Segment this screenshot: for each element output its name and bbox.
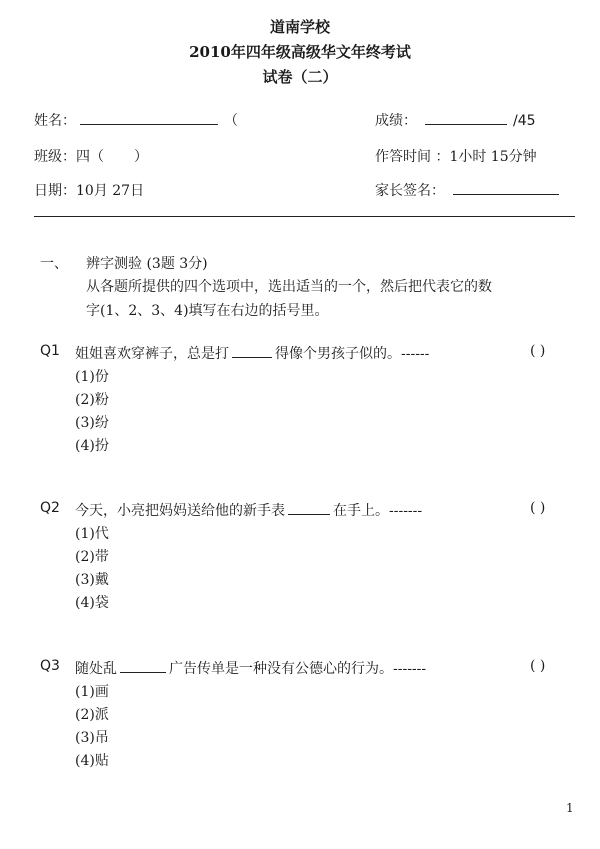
name-label: 姓名： (34, 113, 76, 129)
question-text-before: 姐姐喜欢穿裤子，总是打 (75, 346, 229, 362)
question-text-after: 得像个男孩子似的。------ (275, 346, 430, 362)
time-info: 作答时间 ：1小时 15分钟 (375, 149, 537, 165)
question-text (75, 343, 429, 363)
name-blank[interactable] (80, 112, 218, 125)
class-label: 班级：四（ (34, 149, 104, 165)
sign-label: 家长签名： (375, 183, 445, 199)
section-title: 辨字测验 (3题 3分) (86, 256, 208, 272)
option: (1)份 (75, 369, 109, 385)
section-number: 一、 (40, 256, 68, 272)
answer-parentheses[interactable]: ( ) (530, 658, 546, 674)
page-number: 1 (566, 801, 574, 815)
option: (1)代 (75, 526, 109, 542)
score-blank[interactable] (425, 112, 507, 125)
question-number: Q3 (40, 658, 60, 674)
option: (4)贴 (75, 753, 109, 769)
score-field (375, 110, 536, 130)
question-text (75, 658, 426, 678)
option: (2)派 (75, 707, 109, 723)
question-number: Q2 (40, 500, 60, 516)
option: (3)吊 (75, 730, 109, 746)
header-divider (34, 216, 575, 217)
answer-parentheses[interactable]: ( ) (530, 343, 546, 359)
question-blank[interactable] (232, 345, 272, 358)
question-number: Q1 (40, 343, 60, 359)
score-total: /45 (513, 113, 536, 129)
option: (1)画 (75, 684, 109, 700)
question-text (75, 500, 422, 520)
section-instruction-1: 从各题所提供的四个选项中，选出适当的一个，然后把代表它的数 (86, 279, 492, 295)
question-text-before: 今天，小亮把妈妈送给他的新手表 (75, 503, 285, 519)
option: (2)粉 (75, 392, 109, 408)
score-label: 成绩： (375, 113, 417, 129)
question-text-after: 在手上。------- (333, 503, 423, 519)
option: (4)袋 (75, 595, 109, 611)
exam-title: 2010年四年级高级华文年终考试 (189, 43, 411, 61)
school-name: 道南学校 (269, 18, 330, 36)
sign-blank[interactable] (453, 182, 559, 195)
section-instruction-2: 字(1、2、3、4)填写在右边的括号里。 (86, 303, 329, 319)
name-paren: （ (224, 113, 238, 129)
class-field (34, 146, 148, 166)
date-info: 日期：10月 27日 (34, 183, 145, 199)
class-close: ） (134, 149, 148, 165)
option: (3)纷 (75, 415, 109, 431)
name-field (34, 110, 238, 130)
question-text-before: 随处乱 (75, 661, 117, 677)
paper-title: 试卷（二） (262, 68, 338, 86)
sign-field (375, 180, 559, 200)
question-text-after: 广告传单是一种没有公德心的行为。------- (169, 661, 427, 677)
option: (2)带 (75, 549, 109, 565)
answer-parentheses[interactable]: ( ) (530, 500, 546, 516)
option: (4)扮 (75, 438, 109, 454)
question-blank[interactable] (288, 502, 330, 515)
question-blank[interactable] (120, 660, 166, 673)
option: (3)戴 (75, 572, 109, 588)
